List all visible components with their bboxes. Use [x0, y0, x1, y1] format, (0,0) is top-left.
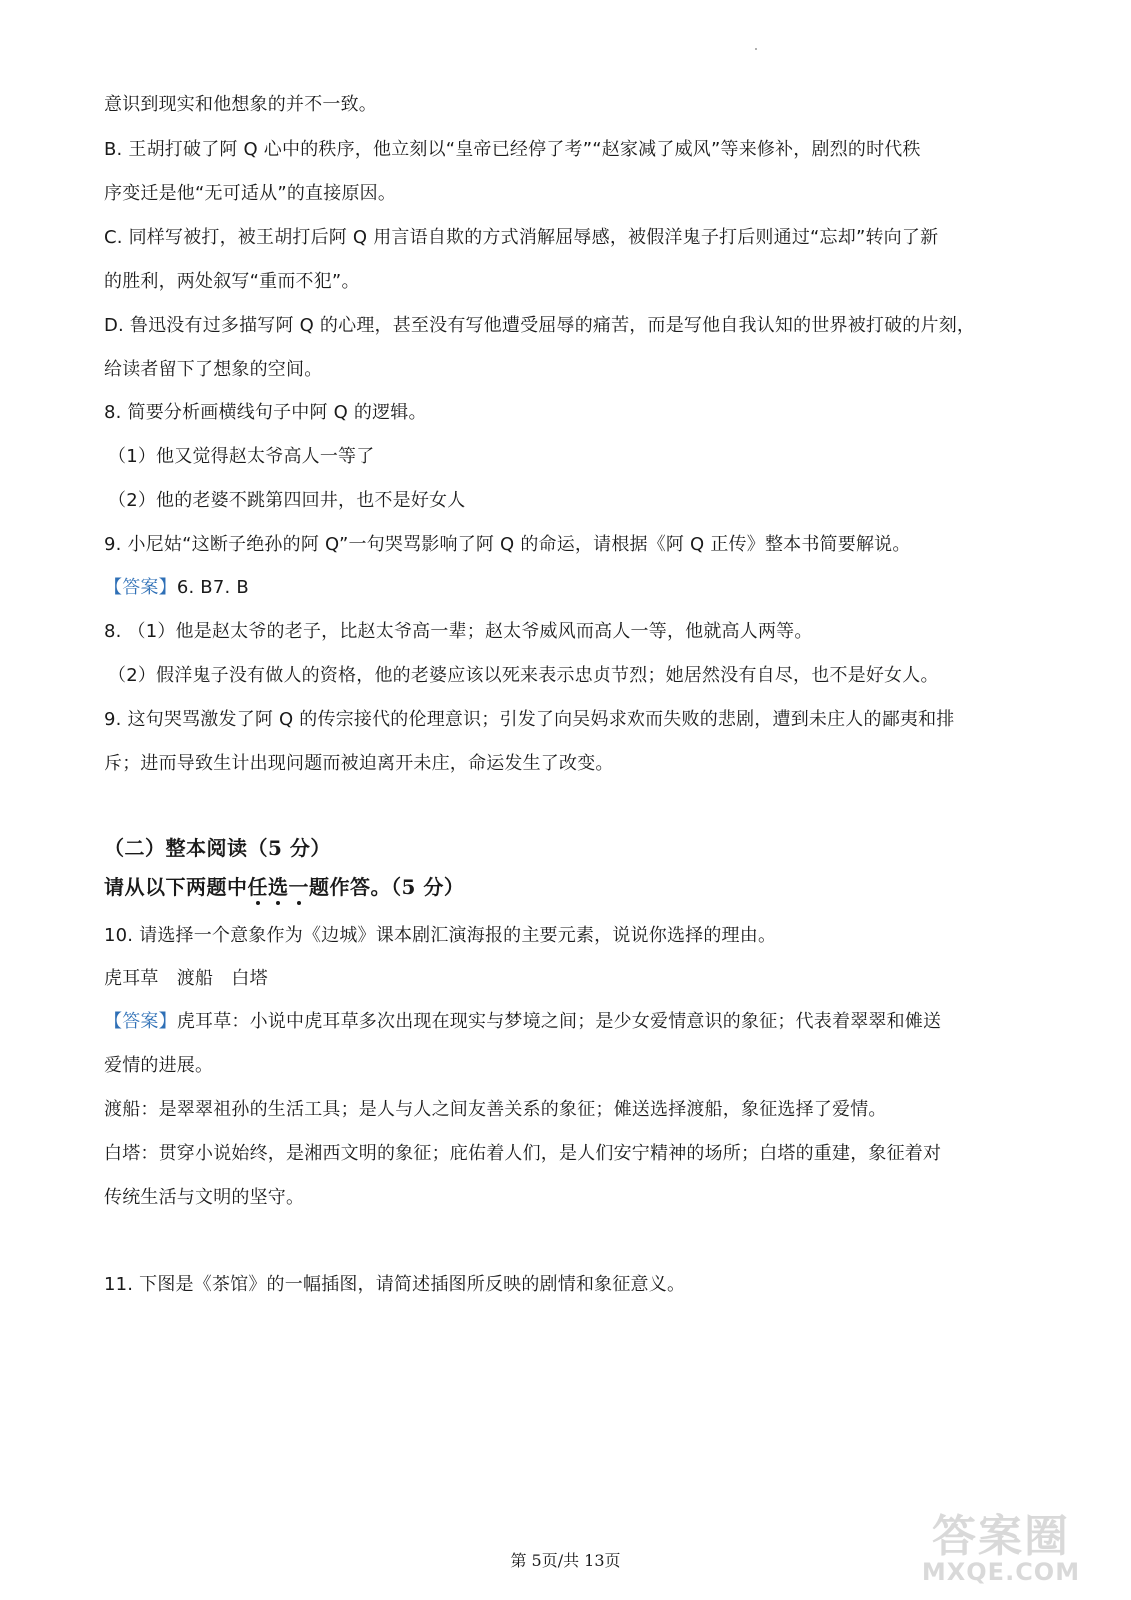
section-instruction — [104, 875, 1034, 899]
answer-line-6-7 — [104, 576, 1034, 600]
question-10-options: 虎耳草 渡船 白塔 — [104, 968, 268, 989]
watermark-domain: MXQE.COM — [921, 1558, 1081, 1586]
answer-tag: 【答案】 — [104, 1011, 177, 1032]
section-heading: （二）整本阅读（5 分） — [104, 836, 331, 860]
answer-text: 虎耳草：小说中虎耳草多次出现在现实与梦境之间；是少女爱情意识的象征；代表着翠翠和傩送 — [176, 1011, 942, 1032]
question-9: 9. 小尼姑“这断子绝孙的阿 Q”一句哭骂影响了阿 Q 的命运，请根据《阿 Q 正传》整本书简要解说。 — [104, 534, 911, 555]
question-10: 10. 请选择一个意象作为《边城》课本剧汇演海报的主要元素，说说你选择的理由。 — [104, 925, 777, 946]
answer-tag: 【答案】 — [104, 577, 177, 598]
page-number-footer: 第 5页/共 13页 — [510, 1551, 621, 1570]
option-d-line-1: D. 鲁迅没有过多描写阿 Q 的心理，甚至没有写他遭受屈辱的痛苦，而是写他自我认知的世界被打破的片刻， — [104, 315, 976, 336]
answer-10-line-5: 传统生活与文明的坚守。 — [104, 1187, 305, 1208]
answer-8-part-1: 8. （1）他是赵太爷的老子，比赵太爷高一辈；赵太爷威风而高人一等，他就高人两等。 — [104, 621, 813, 642]
answer-9-line-1: 9. 这句哭骂激发了阿 Q 的传宗接代的伦理意识；引发了向吴妈求欢而失败的悲剧，遭到未庄人的鄙夷和排 — [104, 709, 955, 730]
question-8: 8. 简要分析画横线句子中阿 Q 的逻辑。 — [104, 402, 427, 423]
question-8-part-1: （1）他又觉得赵太爷高人一等了 — [108, 446, 375, 467]
emphasis-char: 任 — [247, 875, 268, 899]
answer-10-line-3: 渡船：是翠翠祖孙的生活工具；是人与人之间友善关系的象征；傩送选择渡船，象征选择了爱情。 — [104, 1099, 887, 1120]
answer-8-part-2: （2）假洋鬼子没有做人的资格，他的老婆应该以死来表示忠贞节烈；她居然没有自尽，也不是好女人。 — [108, 665, 939, 686]
answer-10-line-1 — [104, 1010, 1034, 1034]
emphasis-char: 一 — [288, 875, 309, 899]
option-c-line-2: 的胜利，两处叙写“重而不犯”。 — [104, 271, 360, 292]
option-b-line-2: 序变迁是他“无可适从”的直接原因。 — [104, 183, 397, 204]
watermark-logo-text: 答案圈 — [932, 1511, 1070, 1562]
question-11: 11. 下图是《茶馆》的一幅插图，请简述插图所反映的剧情和象征意义。 — [104, 1274, 686, 1295]
answer-10-line-4: 白塔：贯穿小说始终，是湘西文明的象征；庇佑着人们，是人们安宁精神的场所；白塔的重建，象征着对 — [104, 1143, 942, 1164]
text-line: 意识到现实和他想象的并不一致。 — [104, 94, 377, 115]
option-b-line-1: B. 王胡打破了阿 Q 心中的秩序，他立刻以“皇帝已经停了考”“赵家减了威风”等来修补，剧烈的时代秩 — [104, 139, 921, 160]
instruction-text-a: 请从以下两题中 — [104, 875, 248, 899]
answer-text: 6. B7. B — [176, 577, 249, 598]
option-d-line-2: 给读者留下了想象的空间。 — [104, 359, 323, 380]
answer-10-line-2: 爱情的进展。 — [104, 1055, 214, 1076]
scan-speck — [755, 48, 757, 50]
instruction-text-c: 题作答。（5 分） — [309, 875, 465, 899]
answer-9-line-2: 斥；进而导致生计出现问题而被迫离开未庄，命运发生了改变。 — [104, 753, 614, 774]
option-c-line-1: C. 同样写被打，被王胡打后阿 Q 用言语自欺的方式消解屈辱感，被假洋鬼子打后则通过“忘却”转向了新 — [104, 227, 939, 248]
emphasis-char: 选 — [268, 875, 289, 899]
question-8-part-2: （2）他的老婆不跳第四回井，也不是好女人 — [108, 490, 466, 511]
site-watermark — [901, 1500, 1101, 1590]
